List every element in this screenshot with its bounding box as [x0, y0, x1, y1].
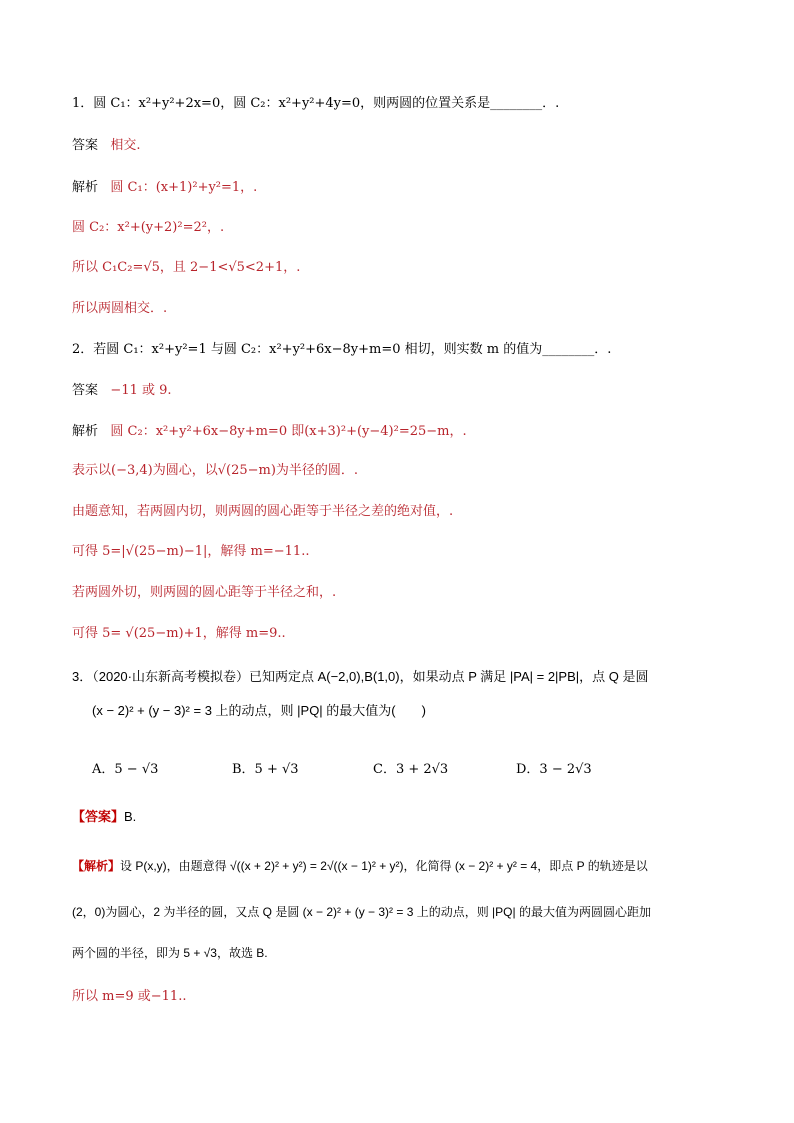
q1-stem: 1．圆 C₁：x²+y²+2x=0，圆 C₂：x²+y²+4y=0，则两圆的位置关系是________．.	[72, 96, 560, 111]
q1-answer-label: 答案	[72, 137, 99, 152]
q3-answer-text: B.	[124, 809, 137, 824]
q1-analysis-2: 圆 C₂：x²+(y+2)²=2²，.	[72, 220, 225, 235]
q3-option-b: B．5 + √3	[232, 762, 299, 777]
q2-analysis-5: 若两圆外切，则两圆的圆心距等于半径之和，.	[72, 585, 337, 600]
q1-answer	[72, 136, 141, 155]
q3-option-c: C．3 + 2√3	[373, 762, 449, 777]
q2-answer-text: −11 或 9.	[110, 383, 172, 398]
q3-option-d: D．3 − 2√3	[516, 762, 592, 777]
q1-analysis-3: 所以 C₁C₂=√5，且 2−1<√5<2+1，.	[72, 260, 301, 275]
q2-analysis-1	[72, 422, 467, 441]
q2-analysis-2: 表示以(−3,4)为圆心，以√(25−m)为半径的圆．.	[72, 463, 359, 478]
q1-analysis-text-1: 圆 C₁：(x+1)²+y²=1，.	[110, 180, 258, 195]
q3-analysis-1	[72, 857, 648, 875]
q2-analysis-6: 可得 5= √(25−m)+1，解得 m=9..	[72, 626, 286, 641]
q1-analysis-label: 解析	[72, 179, 99, 194]
q1-analysis-4: 所以两圆相交．.	[72, 301, 168, 316]
q2-answer	[72, 381, 172, 400]
q1-analysis-1	[72, 178, 257, 197]
q3-stem-2: (x − 2)² + (y − 3)² = 3 上的动点，则 |PQ| 的最大值为( )	[92, 703, 426, 718]
q3-analysis-2: (2，0)为圆心，2 为半径的圆，又点 Q 是圆 (x − 2)² + (y − 3)² = 3 上的动点，则 |PQ| 的最大值为两圆圆心距加	[72, 905, 651, 919]
q2-analysis-label: 解析	[72, 423, 99, 438]
q2-analysis-4: 可得 5=|√(25−m)−1|，解得 m=−11..	[72, 544, 310, 559]
q3-answer-label: 【答案】	[72, 809, 125, 824]
q3-answer	[72, 808, 136, 827]
q2-stem: 2．若圆 C₁：x²+y²=1 与圆 C₂：x²+y²+6x−8y+m=0 相切，则实数 m 的值为________．.	[72, 342, 612, 357]
q1-answer-text: 相交.	[110, 138, 141, 153]
q3-option-a: A．5 − √3	[92, 762, 159, 777]
q2-analysis-text-1: 圆 C₂：x²+y²+6x−8y+m=0 即(x+3)²+(y−4)²=25−m，.	[110, 424, 467, 439]
q3-analysis-label: 【解析】	[72, 859, 121, 873]
q3-analysis-3: 两个圆的半径，即为 5 + √3，故选 B.	[72, 946, 268, 960]
q3-analysis-text-1: 设 P(x,y)，由题意得 √((x + 2)² + y²) = 2√((x − 1)² + y²)，化简得 (x − 2)² + y² = 4，即点 P 的轨迹是以	[120, 859, 648, 873]
q2-analysis-3: 由题意知，若两圆内切，则两圆的圆心距等于半径之差的绝对值，.	[72, 504, 454, 519]
q2-answer-label: 答案	[72, 382, 99, 397]
final-conclusion: 所以 m=9 或−11..	[72, 989, 187, 1004]
q3-stem-1: 3．（2020·山东新高考模拟卷）已知两定点 A(−2,0),B(1,0)，如果动点 P 满足 |PA| = 2|PB|，点 Q 是圆	[72, 669, 649, 684]
